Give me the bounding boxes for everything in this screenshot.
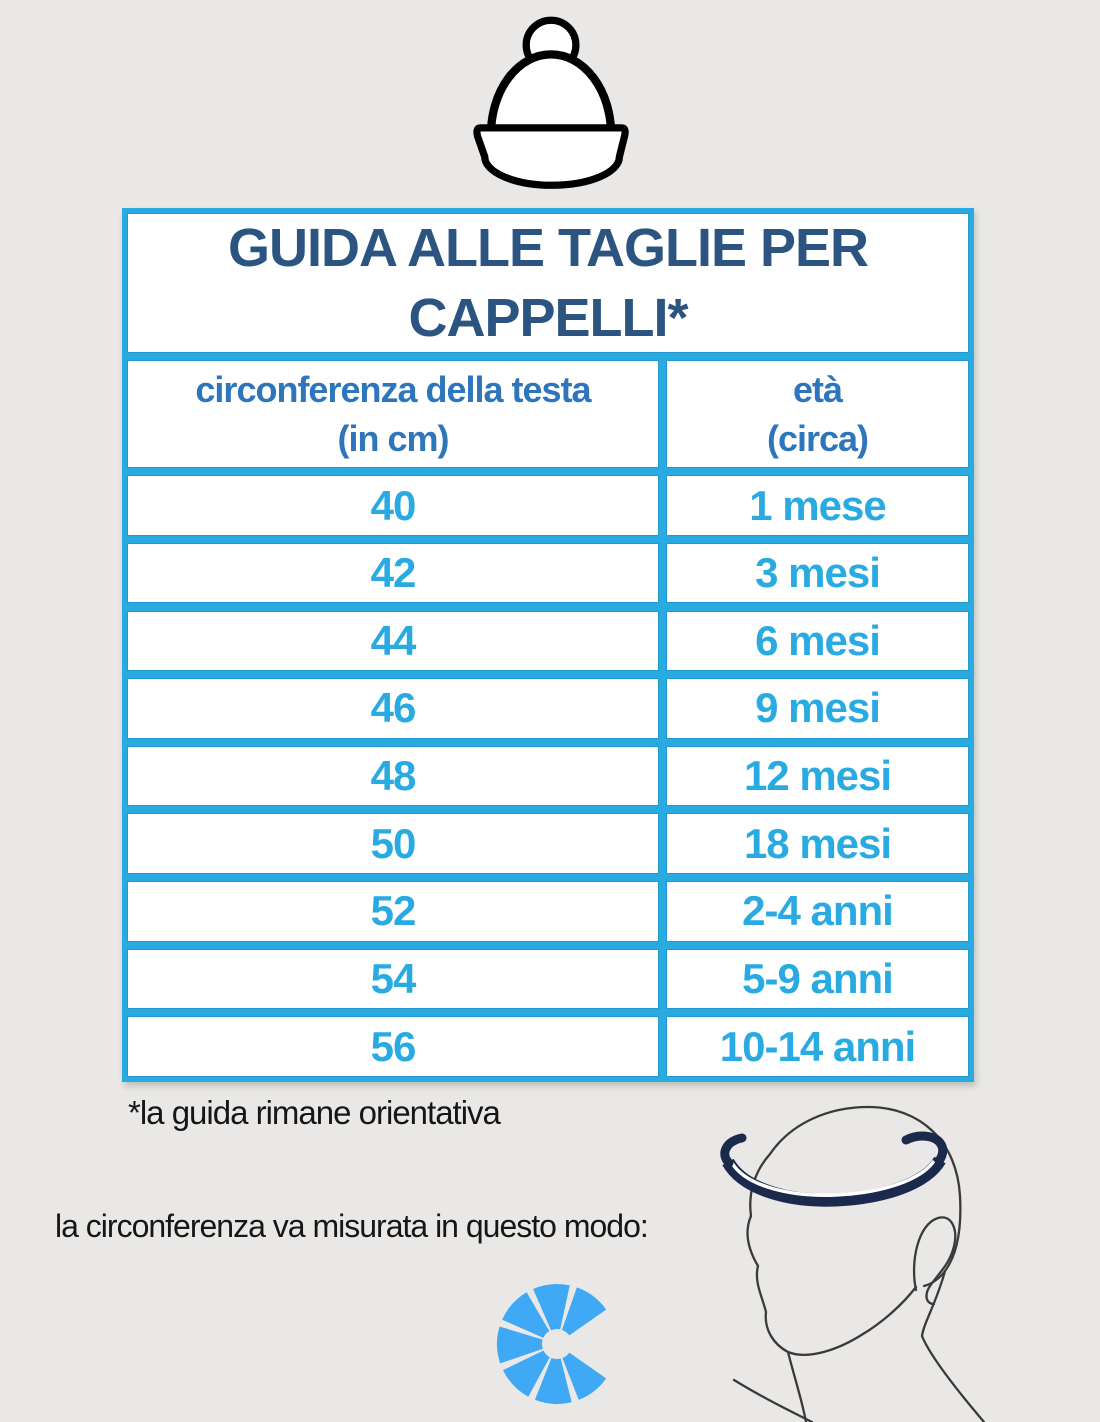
column-header-circumference: circonferenza della testa (in cm) (128, 361, 658, 467)
size-cell: 40 (128, 476, 658, 535)
age-cell: 2-4 anni (667, 882, 968, 941)
size-cell: 46 (128, 679, 658, 738)
size-cell: 42 (128, 544, 658, 603)
age-cell: 3 mesi (667, 544, 968, 603)
table-title: GUIDA ALLE TAGLIE PER CAPPELLI* (228, 218, 868, 348)
size-cell: 48 (128, 747, 658, 806)
age-cell: 18 mesi (667, 814, 968, 873)
column-header-age: età (circa) (667, 361, 968, 467)
table-title-cell (128, 214, 968, 352)
age-cell: 12 mesi (667, 747, 968, 806)
age-cell: 6 mesi (667, 612, 968, 671)
age-cell: 10-14 anni (667, 1017, 968, 1076)
size-cell: 44 (128, 612, 658, 671)
size-cell: 52 (128, 882, 658, 941)
size-guide-table (122, 208, 974, 1082)
age-cell: 9 mesi (667, 679, 968, 738)
size-cell: 56 (128, 1017, 658, 1076)
brand-c-logo-icon (495, 1281, 619, 1407)
size-cell: 50 (128, 814, 658, 873)
head-measurement-illustration (718, 1094, 1012, 1422)
beanie-icon (462, 14, 638, 190)
guide-footnote: *la guida rimane orientativa (128, 1094, 500, 1131)
size-cell: 54 (128, 950, 658, 1009)
measuring-band-icon (725, 1136, 943, 1200)
age-cell: 5-9 anni (667, 950, 968, 1009)
age-cell: 1 mese (667, 476, 968, 535)
measurement-instruction: la circonferenza va misurata in questo modo: (55, 1208, 648, 1244)
